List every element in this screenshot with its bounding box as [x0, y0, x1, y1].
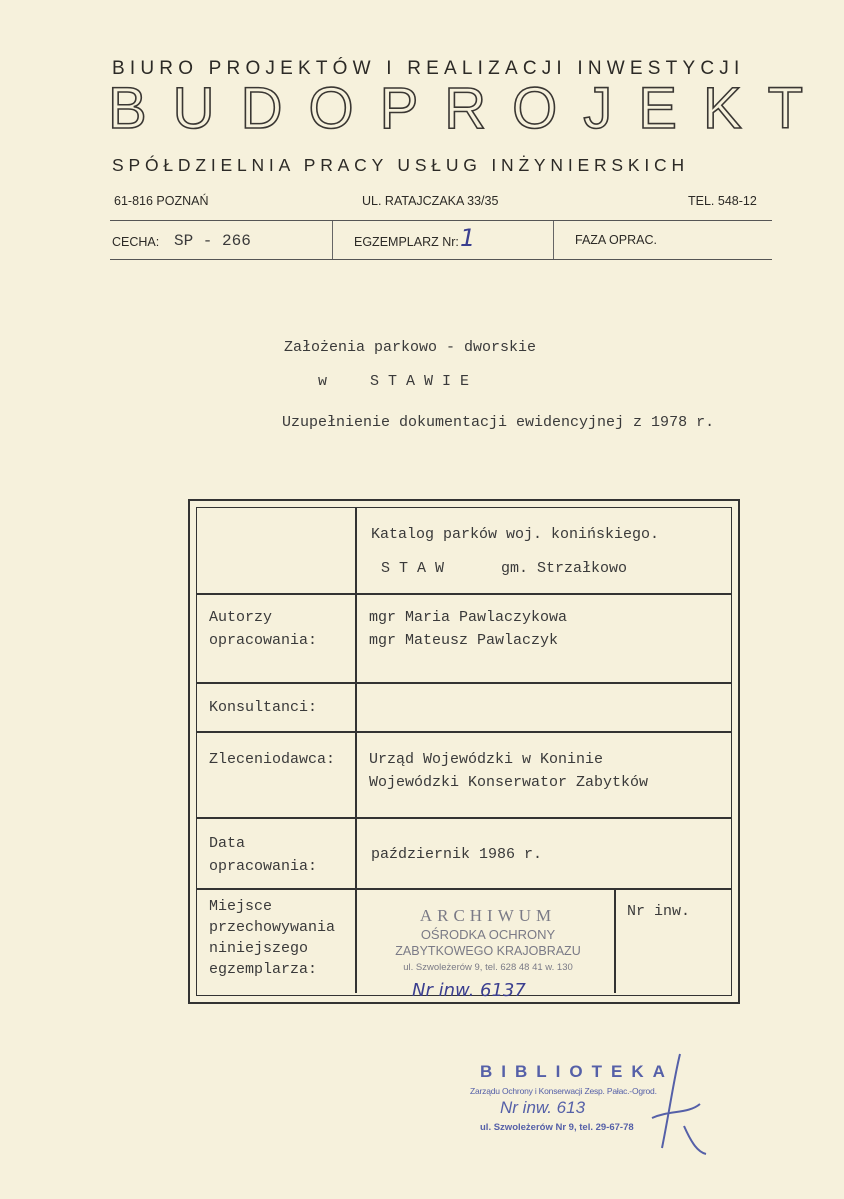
- date-value: październik 1986 r.: [371, 846, 543, 863]
- table-row-divider: [197, 817, 731, 819]
- letterhead-line1: BIURO PROJEKTÓW I REALIZACJI INWESTYCJI: [112, 58, 745, 79]
- cecha-label: CECHA:: [112, 235, 160, 249]
- egzemplarz-value: 1: [460, 224, 476, 252]
- label-line: przechowywania: [209, 919, 336, 936]
- library-stamp-line2: Zarządu Ochrony i Konserwacji Zesp. Pałac.-Ogrod.: [470, 1086, 657, 1096]
- title-line1: Założenia parkowo - dworskie: [284, 339, 537, 356]
- archive-handwritten-number: Nr inw. 6137: [412, 980, 526, 1001]
- cecha-value: SP - 266: [174, 232, 251, 250]
- label-line: egzemplarza:: [209, 961, 318, 978]
- label-line: Miejsce: [209, 898, 273, 915]
- table-row-divider: [197, 682, 731, 684]
- value-line: Urząd Wojewódzki w Koninie: [369, 751, 604, 768]
- table-column-divider: [355, 508, 357, 993]
- title-place: S T A W I E: [370, 373, 470, 390]
- label-line: niniejszego: [209, 940, 309, 957]
- address-city: 61-816 POZNAŃ: [114, 194, 209, 208]
- archive-stamp-line1: ARCHIWUM: [419, 906, 557, 925]
- table-row-divider: [197, 593, 731, 595]
- egzemplarz-label: EGZEMPLARZ Nr:: [354, 235, 459, 249]
- storage-label: [209, 896, 335, 980]
- letterhead-line2: SPÓŁDZIELNIA PRACY USŁUG INŻYNIERSKICH: [112, 155, 689, 175]
- table-row-divider: [197, 731, 731, 733]
- signature-stroke: [652, 1054, 706, 1154]
- label-line: opracowania:: [209, 858, 318, 875]
- meta-divider: [553, 221, 554, 259]
- meta-top-rule: [110, 220, 772, 221]
- meta-divider: [332, 221, 333, 259]
- table-row-divider: [197, 888, 731, 890]
- archive-stamp: [368, 906, 608, 973]
- date-label: [209, 832, 317, 878]
- faza-label: FAZA OPRAC.: [575, 233, 657, 247]
- label-line: Data: [209, 835, 246, 852]
- budoprojekt-logo: BUDOPROJEKT: [108, 76, 830, 141]
- archive-stamp-line2: OŚRODKA OCHRONY: [420, 927, 556, 942]
- library-handwritten-number: Nr inw. 613: [500, 1098, 586, 1117]
- label-line: Autorzy: [209, 609, 273, 626]
- client-value: [369, 748, 648, 794]
- catalog-title: Katalog parków woj. konińskiego.: [371, 526, 660, 543]
- title-line3: Uzupełnienie dokumentacji ewidencyjnej z 1978 r.: [282, 414, 715, 431]
- label-line: opracowania:: [209, 632, 318, 649]
- library-stamp-line1: BIBLIOTEKA: [480, 1062, 674, 1081]
- archive-stamp-line4: ul. Szwoleżerów 9, tel. 628 48 41 w. 130: [403, 962, 573, 973]
- address-street: UL. RATAJCZAKA 33/35: [362, 194, 499, 208]
- meta-bottom-rule: [110, 259, 772, 260]
- value-line: Wojewódzki Konserwator Zabytków: [369, 774, 649, 791]
- catalog-place: S T A W: [381, 560, 445, 577]
- authors-label: [209, 606, 317, 652]
- catalog-gmina: gm. Strzałkowo: [501, 560, 628, 577]
- value-line: mgr Mateusz Pawlaczyk: [369, 632, 559, 649]
- title-prefix: w: [318, 373, 328, 390]
- archive-stamp-line3: ZABYTKOWEGO KRAJOBRAZU: [395, 944, 581, 958]
- consultants-label: Konsultanci:: [209, 699, 318, 716]
- nr-inw-divider: [614, 888, 616, 993]
- nr-inw-label: Nr inw.: [627, 903, 691, 920]
- authors-value: [369, 606, 567, 652]
- handwritten-signature: [640, 1048, 710, 1158]
- value-line: mgr Maria Pawlaczykowa: [369, 609, 568, 626]
- client-label: Zleceniodawca:: [209, 751, 336, 768]
- phone: TEL. 548-12: [688, 194, 757, 208]
- library-stamp-line3: ul. Szwoleżerów Nr 9, tel. 29-67-78: [480, 1122, 634, 1133]
